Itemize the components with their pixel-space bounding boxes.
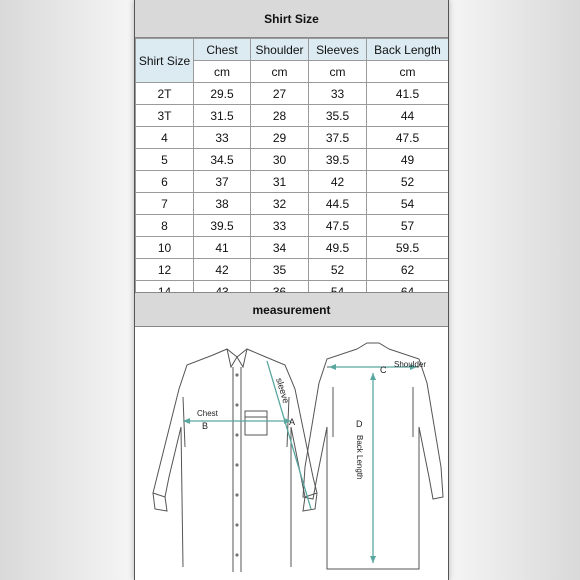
size-cell: 6 <box>136 171 194 193</box>
back-length-cell: 52 <box>367 171 449 193</box>
sleeve-label: sleeve <box>274 376 292 405</box>
shoulder-cell: 32 <box>251 193 309 215</box>
shoulder-cell: 30 <box>251 149 309 171</box>
d-label: D <box>356 419 363 429</box>
back-length-cell: 62 <box>367 259 449 281</box>
sleeves-cell: 42 <box>309 171 367 193</box>
sleeves-cell: 52 <box>309 259 367 281</box>
size-row <box>136 237 449 259</box>
chest-cell: 41 <box>194 237 251 259</box>
size-cell: 4 <box>136 127 194 149</box>
measure-arrowheads <box>183 364 417 563</box>
size-row <box>136 171 449 193</box>
back-length-cell: 47.5 <box>367 127 449 149</box>
chest-cell: 39.5 <box>194 215 251 237</box>
back-length-cell: 54 <box>367 193 449 215</box>
back-length-cell: 41.5 <box>367 83 449 105</box>
chest-label: Chest <box>197 409 218 418</box>
shoulder-cell: 28 <box>251 105 309 127</box>
b-label: B <box>202 421 209 431</box>
chest-cell: 33 <box>194 127 251 149</box>
measurement-title: measurement <box>135 292 448 327</box>
size-row <box>136 127 449 149</box>
shoulder-cell: 31 <box>251 171 309 193</box>
chest-cell: 42 <box>194 259 251 281</box>
shoulder-label: Shoulder <box>394 360 427 369</box>
unit-cell: cm <box>367 61 449 83</box>
header-row <box>136 39 449 61</box>
button-marks <box>235 373 238 556</box>
front-shirt-sketch <box>153 349 317 572</box>
back-length-label: Back Length <box>355 435 364 480</box>
shoulder-cell: 35 <box>251 259 309 281</box>
size-cell: 7 <box>136 193 194 215</box>
shoulder-cell: 27 <box>251 83 309 105</box>
chest-cell: 29.5 <box>194 83 251 105</box>
size-row <box>136 215 449 237</box>
size-cell: 8 <box>136 215 194 237</box>
shoulder-header: Shoulder <box>251 39 309 61</box>
back-length-header: Back Length <box>367 39 449 61</box>
size-cell: 12 <box>136 259 194 281</box>
size-cell: 10 <box>136 237 194 259</box>
size-row <box>136 83 449 105</box>
sleeves-cell: 49.5 <box>309 237 367 259</box>
c-label: C <box>380 365 387 375</box>
size-row <box>136 105 449 127</box>
shoulder-cell: 29 <box>251 127 309 149</box>
diagram-labels <box>197 360 426 479</box>
size-rows <box>136 83 449 303</box>
size-row <box>136 193 449 215</box>
a-label: A <box>289 417 296 427</box>
unit-cell: cm <box>309 61 367 83</box>
shoulder-cell: 33 <box>251 215 309 237</box>
unit-cell: cm <box>251 61 309 83</box>
sleeves-cell: 37.5 <box>309 127 367 149</box>
size-row <box>136 259 449 281</box>
back-length-cell: 59.5 <box>367 237 449 259</box>
shoulder-cell: 34 <box>251 237 309 259</box>
size-chart-sheet <box>134 0 449 580</box>
sleeves-cell: 33 <box>309 83 367 105</box>
shirt-measurement-diagram <box>135 327 448 580</box>
unit-cell: cm <box>194 61 251 83</box>
size-cell: 2T <box>136 83 194 105</box>
chest-header: Chest <box>194 39 251 61</box>
chest-cell: 31.5 <box>194 105 251 127</box>
size-column-header: Shirt Size <box>136 39 194 83</box>
back-length-cell: 44 <box>367 105 449 127</box>
sleeves-header: Sleeves <box>309 39 367 61</box>
shirt-sketch-svg <box>135 327 448 580</box>
size-row <box>136 149 449 171</box>
measure-lines <box>183 361 417 563</box>
size-cell: 3T <box>136 105 194 127</box>
chest-cell: 34.5 <box>194 149 251 171</box>
size-table <box>135 38 449 303</box>
sleeves-cell: 35.5 <box>309 105 367 127</box>
back-length-cell: 57 <box>367 215 449 237</box>
sleeves-cell: 39.5 <box>309 149 367 171</box>
size-cell: 5 <box>136 149 194 171</box>
chart-title: Shirt Size <box>135 0 448 38</box>
sleeves-cell: 44.5 <box>309 193 367 215</box>
chest-cell: 37 <box>194 171 251 193</box>
chest-cell: 38 <box>194 193 251 215</box>
back-length-cell: 49 <box>367 149 449 171</box>
sleeves-cell: 47.5 <box>309 215 367 237</box>
